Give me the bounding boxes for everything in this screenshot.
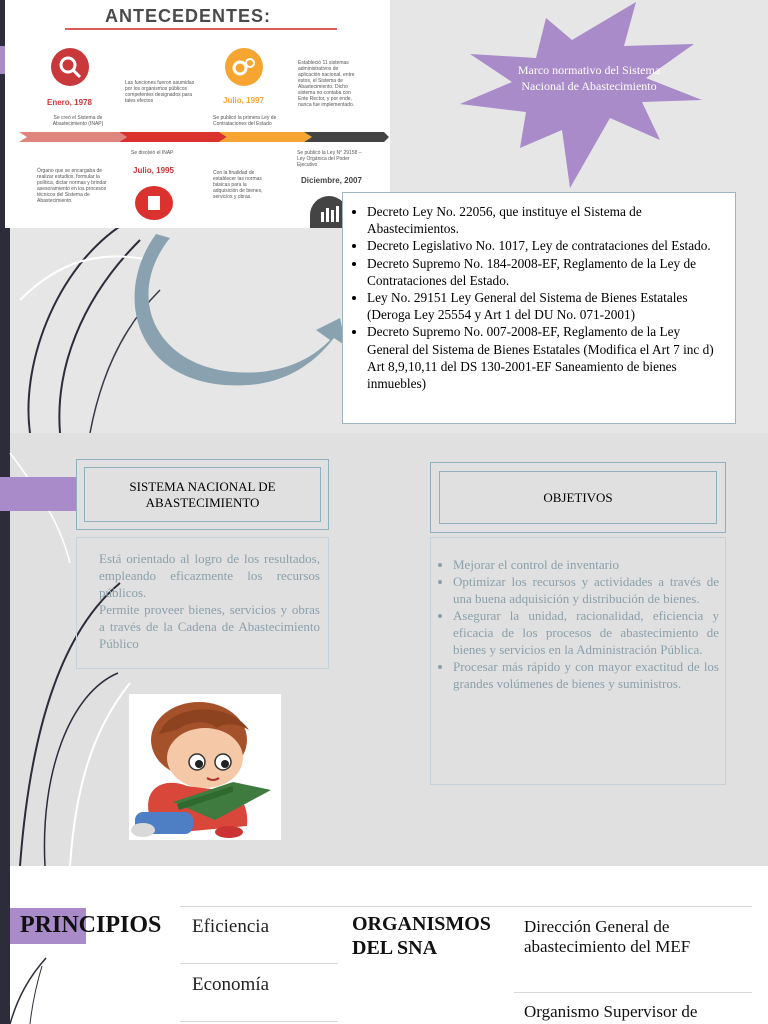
- objetivo-item: • Optimizar los recursos y actividades a través de una buena adquisición y distribución de bienes.: [453, 573, 719, 607]
- event-text: Se disolvió el INAP: [131, 150, 174, 156]
- principio-item: Economía: [192, 974, 270, 995]
- norma-item: • Decreto Supremo No. 007-2008-EF, Reglamento de la Ley General del Sistema de Bienes Estatales (Modifica el Art 7 inc d) Art 8,9,10,11 del DS 130-2001-EF Saneamiento de bienes inmuebles): [367, 323, 725, 392]
- organismo-item: Dirección General de abastecimiento del MEF: [524, 917, 691, 956]
- norma-item: • Decreto Ley No. 22056, que instituye el Sistema de Abastecimientos.: [367, 203, 725, 237]
- norma-item: • Ley No. 29151 Ley General del Sistema de Bienes Estatales (Deroga Ley 25554 y Art 1 del DU No. 071-2001): [367, 289, 725, 323]
- event-text: Se publicó la Ley N° 29158 – Ley Orgánica del Poder Ejecutivo: [297, 150, 362, 168]
- gears-icon: [225, 48, 263, 86]
- title-underline: [65, 28, 337, 30]
- event-date: Diciembre, 2007: [301, 176, 362, 185]
- norma-item: • Decreto Supremo No. 184-2008-EF, Reglamento de la Ley de Contrataciones del Estado.: [367, 255, 725, 289]
- curved-arrow-icon: [135, 234, 346, 385]
- divider: [180, 906, 752, 907]
- principio-item: Eficiencia: [192, 916, 270, 937]
- sistema-item-text: Permite proveer bienes, servicios y obras a través de la Cadena de Abastecimiento Público: [99, 602, 320, 651]
- norma-item: • Decreto Legislativo No. 1017, Ley de contrataciones del Estado.: [367, 237, 725, 254]
- objetivo-item: • Mejorar el control de inventario: [453, 556, 719, 573]
- sistema-title: SISTEMA NACIONAL DE ABASTECIMIENTO: [84, 467, 321, 522]
- infographic-title: ANTECEDENTES:: [105, 6, 272, 26]
- objetivo-item: • Asegurar la unidad, racionalidad, eficiencia y eficacia de los procesos de abastecimiento de bienes y servicios en la Administración Pública.: [453, 607, 719, 658]
- event-desc: Órgano que se encargaba de realizar estudios, formular la política, dictar normas y brindar asesoramiento en los procesos técnicos del Sistema de Abastecimiento.: [37, 168, 107, 204]
- sistema-item: [77, 550, 320, 601]
- antecedentes-infographic: [5, 0, 390, 228]
- objetivos-title: OBJETIVOS: [439, 471, 717, 524]
- event-desc: Estableció 11 sistemas administrativos de aplicación nacional, entre estos, el Sistema de Abastecimiento. Dicho sistema no contaba con Ente Rector, y por ende, nunca fue implementado.: [298, 60, 355, 108]
- star-shape: [458, 0, 720, 192]
- normas-box: [342, 192, 736, 424]
- divider: [180, 1021, 338, 1022]
- divider: [514, 992, 752, 993]
- organismo-item: Organismo Supervisor de: [524, 1002, 698, 1021]
- magnifier-icon: [51, 48, 89, 86]
- objetivos-body: [430, 537, 726, 785]
- sistema-item: [77, 601, 320, 652]
- event-desc: Con la finalidad de establecer las normas básicas para la adquisición de bienes, servicios y obras.: [213, 170, 263, 200]
- star-text: Marco normativo del Sistema Nacional de Abastecimiento: [517, 63, 661, 93]
- sistema-item-text: Está orientado al logro de los resultados, empleando eficazmente los recursos públicos.: [99, 551, 320, 600]
- boy-reading-illustration: [129, 694, 281, 840]
- event-text: Se publicó la primera Ley de Contrataciones del Estado: [213, 115, 277, 127]
- timeline-arrow: [19, 128, 389, 146]
- organismos-title: ORGANISMOS DEL SNA: [352, 913, 491, 959]
- document-icon: [135, 186, 173, 220]
- sistema-body: [76, 537, 329, 669]
- objetivo-item: • Procesar más rápido y con mayor exactitud de los grandes volúmenes de bienes y suministros.: [453, 658, 719, 692]
- event-date: Enero, 1978: [47, 98, 92, 107]
- principios-title: PRINCIPIOS: [20, 912, 162, 938]
- section-antecedentes: [0, 0, 768, 433]
- event-desc: Las funciones fueron asumidas por los organismos públicos competentes designados para tales efectos: [125, 80, 195, 104]
- event-date: Julio, 1995: [133, 166, 174, 175]
- decorative-curves: [0, 866, 120, 1024]
- event-date: Julio, 1997: [223, 96, 264, 105]
- divider: [180, 963, 338, 964]
- event-text: Se creó el Sistema de Abastecimiento (INAP): [52, 115, 104, 127]
